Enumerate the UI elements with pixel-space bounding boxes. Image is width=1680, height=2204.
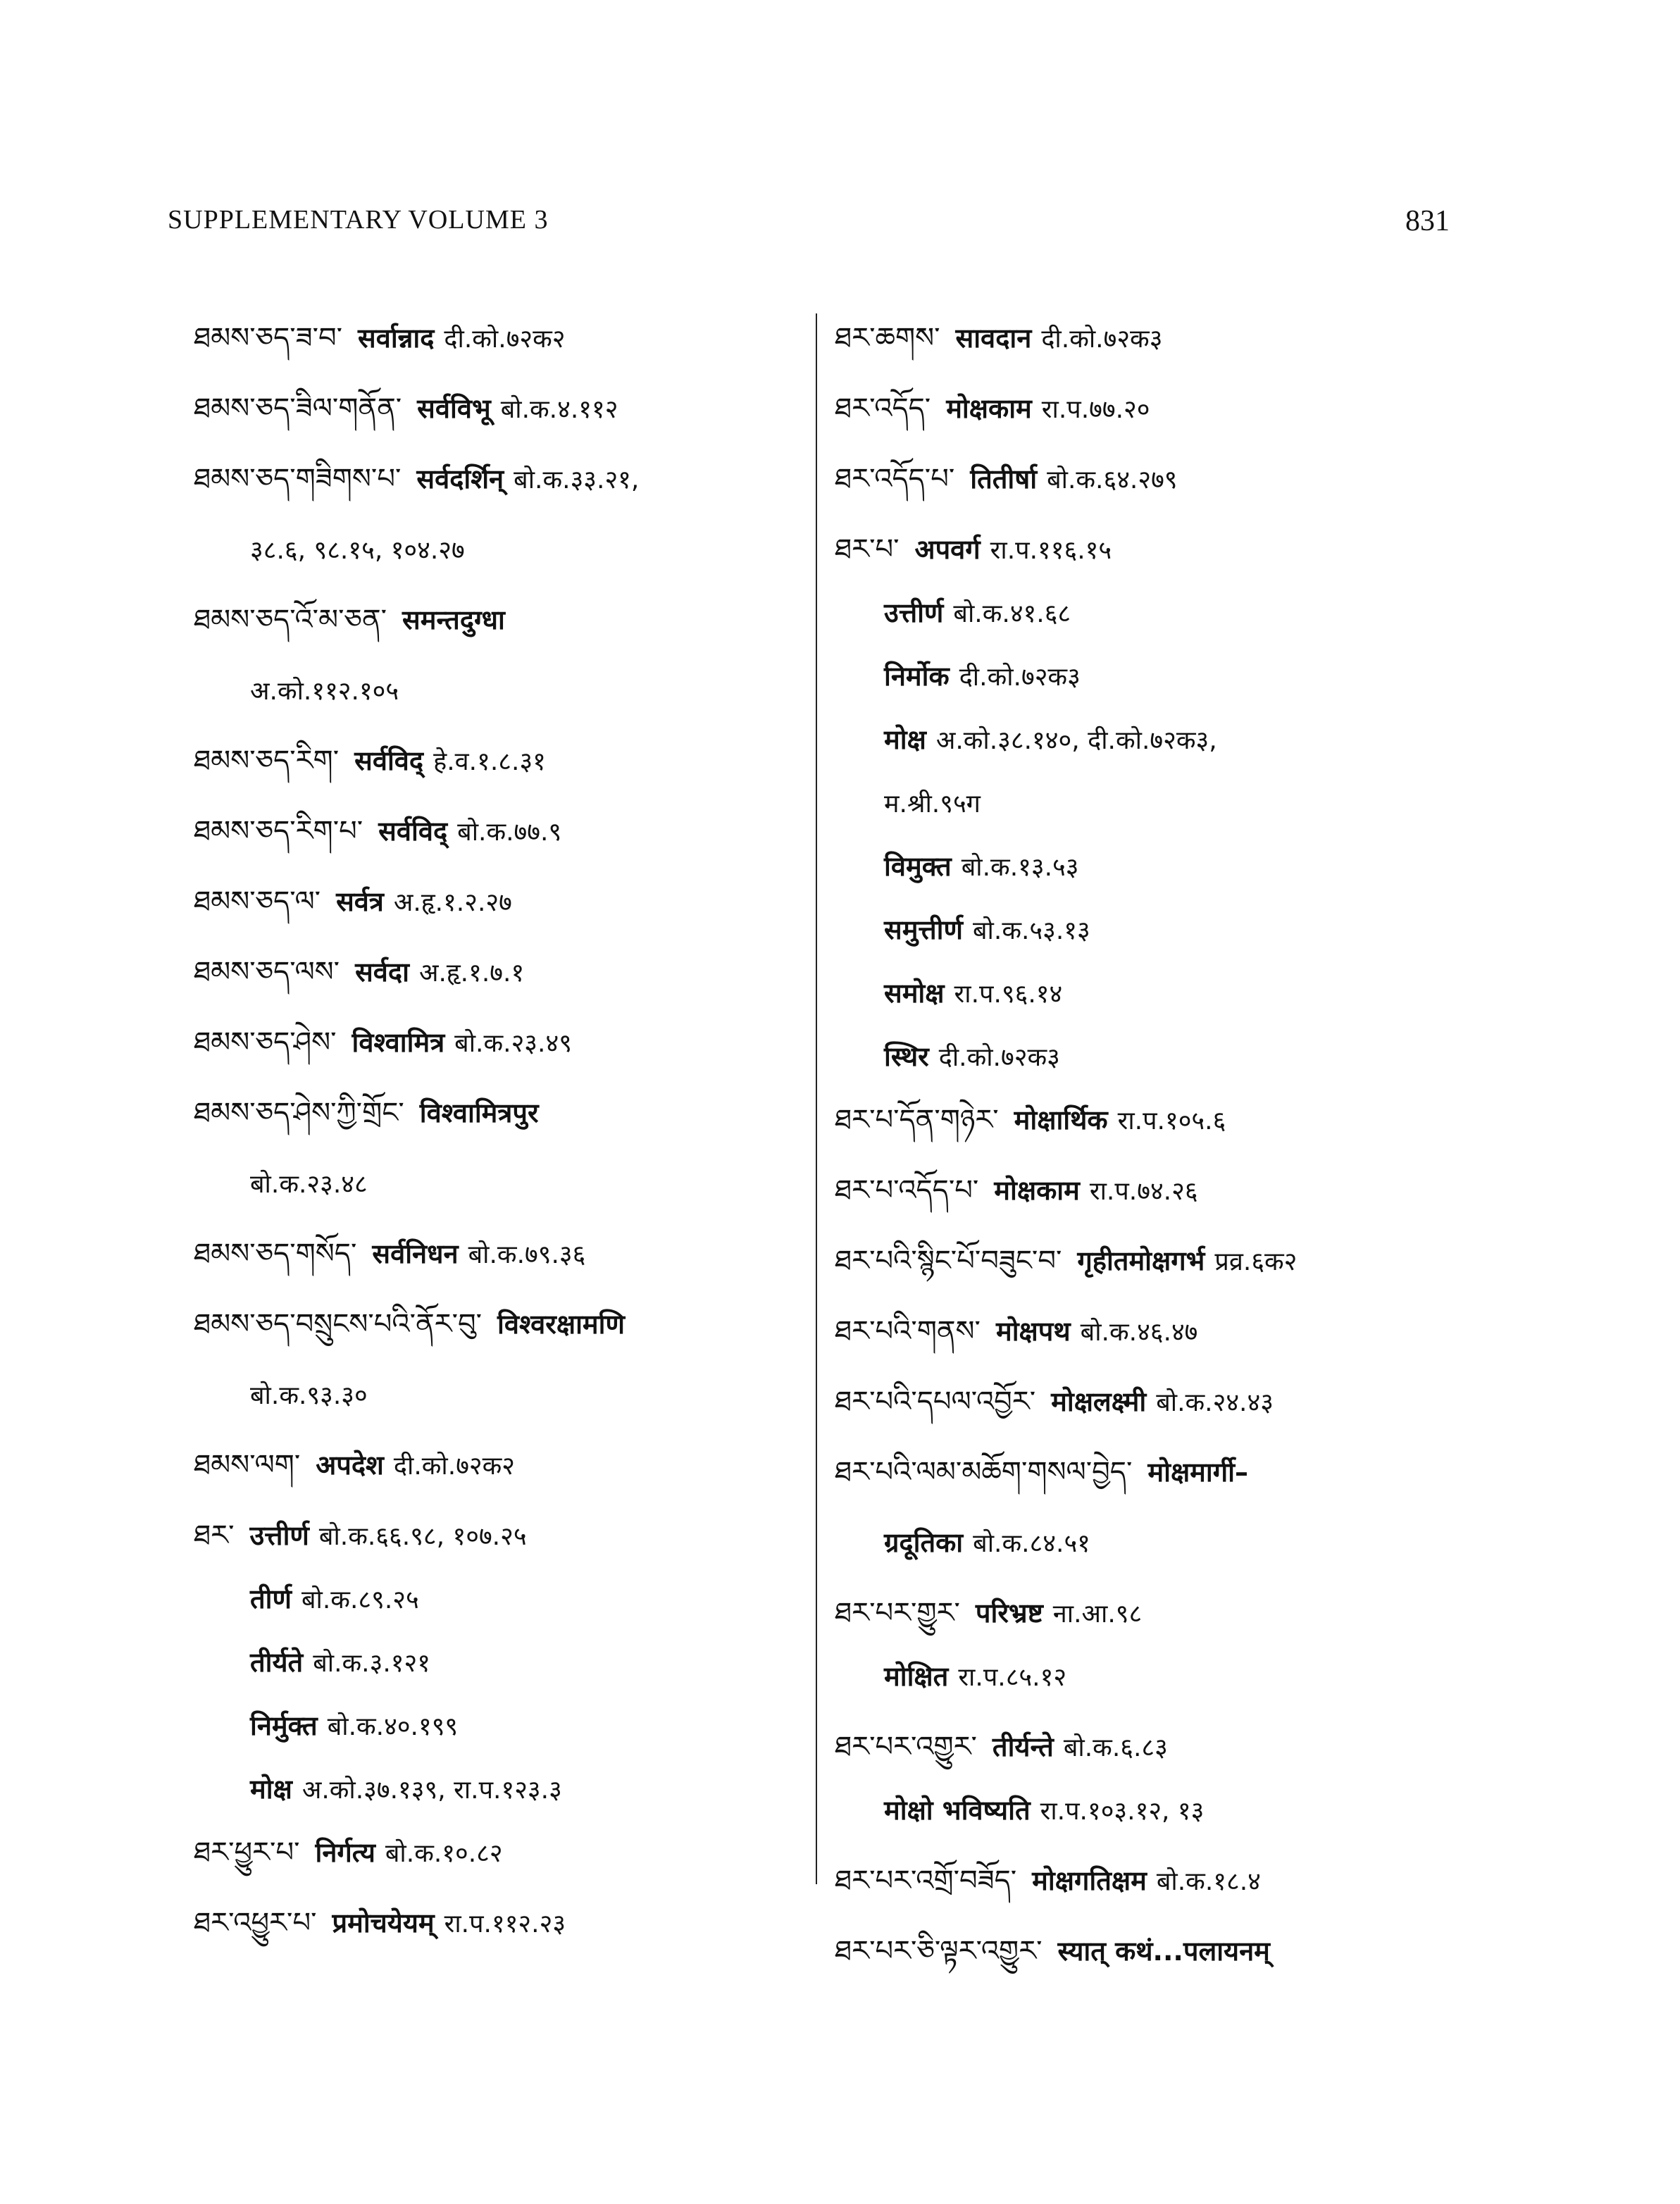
dictionary-entry: [194, 1303, 635, 1345]
source-reference: रा.प.९६.१४: [954, 980, 1063, 1009]
sanskrit-equivalent: सर्वविद्: [354, 745, 424, 776]
running-head: SUPPLEMENTARY VOLUME 3: [168, 205, 549, 235]
source-reference: बो.क.३.१२१: [313, 1649, 430, 1678]
source-reference: दी.को.७२क३: [959, 663, 1081, 692]
source-reference: बो.क.१३.५३: [961, 853, 1079, 882]
sanskrit-equivalent: गृहीतमोक्षगर्भ: [1077, 1245, 1205, 1276]
tibetan-term: ཐར་འཕྱུར་པ་: [194, 1907, 317, 1939]
tibetan-term: ཐར་པར་ཅི་ལྟར་འགྱུར་: [835, 1935, 1043, 1967]
sanskrit-equivalent: मोक्षार्थिक: [1014, 1104, 1108, 1135]
tibetan-term: ཐམས་ཅད་ཟ་བ་: [194, 322, 343, 354]
source-reference: रा.प.१०५.६: [1117, 1107, 1226, 1135]
tibetan-term: ཐམས་ཅད་གསོད་: [194, 1238, 357, 1270]
dictionary-entry: [835, 1169, 1198, 1212]
source-reference: बो.क.७९.३६: [468, 1240, 586, 1269]
sanskrit-equivalent: सर्वविद्: [378, 816, 448, 847]
sub-sense: [884, 845, 1078, 888]
tibetan-term: ཐམས་ཅད་རིག་: [194, 745, 340, 777]
tibetan-term: ཐར་པར་གྱུར་: [835, 1597, 960, 1629]
tibetan-term: ཐམས་ཅད་ལས་: [194, 956, 340, 988]
source-reference: प्रव्र.६क२: [1214, 1247, 1298, 1276]
source-reference: बो.क.४.११२: [500, 395, 618, 424]
sanskrit-equivalent: समोक्ष: [884, 978, 945, 1009]
sanskrit-equivalent: तीर्यन्ते: [992, 1731, 1054, 1762]
sanskrit-equivalent: विश्वामित्रपुर: [419, 1097, 539, 1128]
tibetan-term: ཐམས་ལག་: [194, 1449, 301, 1481]
sanskrit-equivalent: सर्वनिधन: [372, 1238, 459, 1269]
entry-continuation: [250, 1374, 368, 1416]
sanskrit-equivalent: मोक्षमार्गी–: [1147, 1457, 1248, 1488]
sanskrit-equivalent: मोक्ष: [250, 1774, 292, 1805]
sanskrit-equivalent: मोक्षपथ: [995, 1316, 1071, 1347]
source-reference: रा.प.८५.१२: [958, 1663, 1067, 1692]
dictionary-entry: [194, 387, 618, 430]
sub-sense: [884, 718, 1217, 761]
source-reference: ना.आ.९८: [1052, 1600, 1143, 1629]
dictionary-entry: [835, 1930, 1280, 1972]
tibetan-term: ཐར་འདོད་: [835, 392, 931, 425]
sanskrit-equivalent: मोक्षगतिक्षम: [1032, 1865, 1147, 1896]
sanskrit-equivalent: विमुक्त: [884, 851, 952, 882]
tibetan-term: ཐར་པ་དོན་གཉེར་: [835, 1104, 999, 1136]
tibetan-term: ཐམས་ཅད་རིག་པ་: [194, 815, 363, 847]
dictionary-entry: [194, 1831, 503, 1874]
sanskrit-equivalent: मोक्ष: [884, 724, 926, 755]
source-reference: दी.को.७२क२: [444, 325, 566, 354]
sanskrit-equivalent: मोक्षलक्ष्मी: [1051, 1386, 1147, 1417]
dictionary-entry: [194, 880, 512, 923]
source-reference: अ.हृ.१.७.१: [418, 959, 525, 988]
dictionary-entry: [194, 317, 566, 359]
sub-sense: [250, 1578, 419, 1620]
sanskrit-equivalent: ग्रदूतिका: [884, 1527, 964, 1558]
dictionary-entry: [835, 1726, 1168, 1768]
sanskrit-equivalent: सर्वविभू: [417, 393, 491, 424]
sanskrit-equivalent: तितीर्षा: [970, 463, 1038, 494]
source-reference: ३८.६, ९८.१५, १०४.२७: [250, 536, 465, 565]
sanskrit-equivalent: प्रमोचयेयम्: [332, 1907, 435, 1938]
sub-sense: [250, 1705, 458, 1747]
sub-sense: [884, 1035, 1060, 1078]
source-reference: अ.को.३८.१४०, दी.को.७२क३,: [935, 726, 1217, 755]
dictionary-entry: [835, 1860, 1261, 1902]
source-reference: हे.व.१.८.३१: [433, 747, 546, 776]
sanskrit-equivalent: उत्तीर्ण: [884, 597, 944, 628]
entry-continuation: [884, 1521, 1090, 1564]
source-reference: बो.क.६६.९८, १०७.२५: [318, 1522, 527, 1551]
sanskrit-equivalent: सावदान: [955, 323, 1032, 354]
tibetan-term: ཐར་པ་འདོད་པ་: [835, 1174, 979, 1207]
entry-continuation: [884, 782, 981, 824]
tibetan-term: ཐམས་ཅད་འོ་མ་ཅན་: [194, 604, 387, 636]
dictionary-entry: [194, 1233, 585, 1275]
sanskrit-equivalent: सर्वदर्शिन्: [416, 463, 504, 494]
dictionary-entry: [835, 528, 1112, 571]
dictionary-entry: [194, 1902, 566, 1944]
source-reference: बो.क.३३.२१,: [514, 466, 640, 494]
dictionary-entry: [835, 317, 1162, 359]
tibetan-term: ཐར་པར་འགྱུར་: [835, 1731, 977, 1763]
tibetan-term: ཐར་པའི་ལམ་མཆོག་གསལ་བྱེད་: [835, 1456, 1133, 1488]
dictionary-entry: [835, 1240, 1297, 1282]
source-reference: बो.क.२३.४९: [454, 1029, 572, 1058]
sanskrit-equivalent: निर्मुक्त: [250, 1710, 318, 1741]
source-reference: बो.क.७७.९: [457, 818, 562, 847]
sanskrit-equivalent: समुत्तीर्ण: [884, 914, 963, 945]
tibetan-term: ཐར་ཕྱུར་པ་: [194, 1836, 300, 1869]
dictionary-entry: [835, 1381, 1274, 1423]
source-reference: बो.क.९३.३०: [250, 1381, 368, 1410]
source-reference: बो.क.६.८३: [1063, 1733, 1168, 1762]
tibetan-term: ཐར་པའི་དཔལ་འབྱོར་: [835, 1386, 1036, 1418]
source-reference: अ.को.११२.१०५: [250, 677, 399, 706]
sanskrit-equivalent: मोक्षकाम: [946, 393, 1032, 424]
dictionary-entry: [194, 951, 524, 993]
sanskrit-equivalent: विश्वामित्र: [351, 1027, 445, 1058]
tibetan-term: ཐམས་ཅད་ཟིལ་གནོན་: [194, 392, 402, 425]
dictionary-entry: [194, 1514, 527, 1557]
sanskrit-equivalent: स्थिर: [884, 1041, 929, 1072]
tibetan-term: ཐར་པའི་གནས་: [835, 1315, 981, 1347]
source-reference: रा.प.१०३.१२, १३: [1040, 1797, 1205, 1826]
sanskrit-equivalent: निर्मोक: [884, 661, 950, 692]
dictionary-entry: [835, 1592, 1142, 1634]
source-reference: अ.हृ.१.२.२७: [393, 888, 512, 917]
source-reference: बो.क.४१.६८: [953, 599, 1071, 628]
sanskrit-equivalent: उत्तीर्ण: [249, 1520, 309, 1551]
sanskrit-equivalent: सर्वान्नाद: [358, 323, 435, 354]
source-reference: रा.प.११२.२३: [444, 1910, 566, 1938]
entry-continuation: [250, 528, 465, 571]
dictionary-entry: [194, 599, 515, 641]
tibetan-term: ཐར་པའི་སྙིང་པོ་བཟུང་བ་: [835, 1245, 1062, 1277]
tibetan-term: ཐམས་ཅད་ཤེས་ཀྱི་གྲོང་: [194, 1097, 404, 1129]
source-reference: बो.क.५३.१३: [973, 916, 1090, 945]
page-header: [168, 204, 1450, 254]
dictionary-entry: [194, 740, 546, 782]
sub-sense: [884, 655, 1081, 697]
source-reference: बो.क.२४.४३: [1156, 1388, 1274, 1417]
source-reference: बो.क.१८.४: [1156, 1867, 1261, 1896]
dictionary-entry: [194, 458, 639, 500]
sub-sense: [884, 909, 1090, 951]
source-reference: रा.प.७४.२६: [1089, 1177, 1198, 1206]
sanskrit-equivalent: सर्वत्र: [336, 886, 384, 917]
tibetan-term: ཐར་པར་འགྲོ་བཟོད་: [835, 1864, 1017, 1897]
sanskrit-equivalent: स्यात् कथं...पलायनम्: [1057, 1936, 1270, 1967]
source-reference: म.श्री.९५ग: [884, 790, 981, 818]
dictionary-entry: [194, 1021, 572, 1064]
tibetan-term: ཐར་འདོད་པ་: [835, 463, 955, 495]
source-reference: रा.प.११६.१५: [990, 536, 1112, 565]
tibetan-term: ཐར་ཆགས་: [835, 322, 940, 354]
sanskrit-equivalent: परिभ्रष्ट: [975, 1598, 1043, 1629]
sanskrit-equivalent: अपवर्ग: [914, 534, 981, 565]
source-reference: बो.क.६४.२७९: [1047, 466, 1178, 494]
sanskrit-equivalent: तीर्यते: [250, 1647, 304, 1678]
sub-sense: [884, 1789, 1204, 1831]
dictionary-entry: [194, 1444, 515, 1486]
sub-sense: [250, 1641, 430, 1683]
sanskrit-equivalent: अपदेश: [316, 1450, 384, 1481]
source-reference: बो.क.४०.१९९: [327, 1712, 459, 1741]
page-number: 831: [1405, 205, 1450, 237]
sanskrit-equivalent: मोक्षकाम: [994, 1175, 1080, 1206]
source-reference: बो.क.२३.४८: [250, 1170, 368, 1199]
source-reference: दी.को.७२क३: [1041, 325, 1163, 354]
source-reference: बो.क.८९.२५: [301, 1586, 419, 1614]
sanskrit-equivalent: सर्वदा: [355, 957, 409, 988]
sub-sense: [884, 1655, 1066, 1698]
source-reference: दी.को.७२क२: [393, 1452, 515, 1481]
source-reference: दी.को.७२क३: [938, 1043, 1060, 1072]
sanskrit-equivalent: निर्गत्य: [315, 1837, 375, 1868]
dictionary-entry: [835, 1451, 1258, 1493]
sanskrit-equivalent: समन्तदुग्धा: [402, 604, 505, 635]
tibetan-term: ཐམས་ཅད་ཤེས་: [194, 1026, 337, 1059]
dictionary-entry: [194, 810, 561, 852]
dictionary-entry: [835, 1310, 1197, 1352]
dictionary-entry: [835, 458, 1178, 500]
tibetan-term: ཐམས་ཅད་བསྲུངས་པའི་ནོར་བུ་: [194, 1308, 483, 1340]
tibetan-term: ཐར་པ་: [835, 533, 900, 566]
source-reference: रा.प.७७.२०: [1041, 395, 1150, 424]
entry-continuation: [250, 1162, 368, 1204]
sanskrit-equivalent: मोक्षो भविष्यति: [884, 1795, 1031, 1826]
sanskrit-equivalent: विश्वरक्षामणि: [497, 1309, 625, 1340]
source-reference: बो.क.४६.४७: [1080, 1318, 1198, 1347]
dictionary-entry: [835, 387, 1150, 430]
source-reference: बो.क.१०.८२: [385, 1839, 503, 1868]
sanskrit-equivalent: मोक्षित: [884, 1661, 949, 1692]
dictionary-entry: [835, 1099, 1226, 1141]
sub-sense: [884, 972, 1062, 1014]
entry-continuation: [250, 669, 399, 711]
dictionary-entry: [194, 1092, 549, 1134]
column-divider: [816, 313, 817, 1884]
source-reference: बो.क.८४.५१: [973, 1529, 1090, 1558]
sub-sense: [250, 1768, 562, 1810]
tibetan-term: ཐར་: [194, 1519, 235, 1552]
sub-sense: [884, 592, 1071, 634]
source-reference: अ.को.३७.१३९, रा.प.१२३.३: [301, 1776, 562, 1805]
tibetan-term: ཐམས་ཅད་ལ་: [194, 885, 321, 918]
tibetan-term: ཐམས་ཅད་གཟིགས་པ་: [194, 463, 402, 495]
sanskrit-equivalent: तीर्ण: [250, 1583, 292, 1614]
